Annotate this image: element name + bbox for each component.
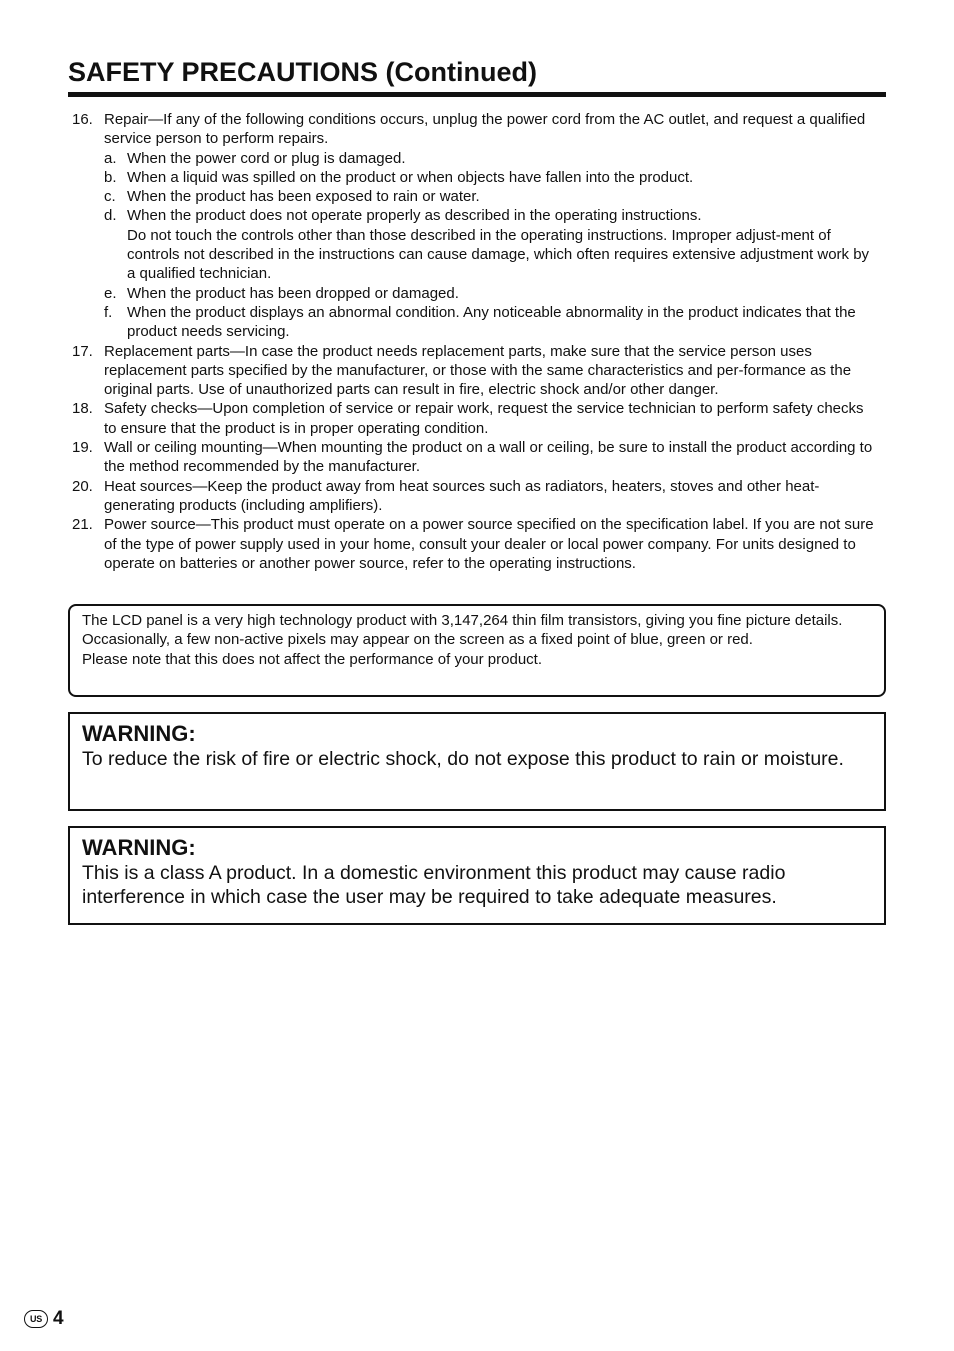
- sub-item: [104, 187, 874, 206]
- sub-item: [104, 149, 874, 168]
- item-text: Wall or ceiling mounting—When mounting the product on a wall or ceiling, be sure to install the product according to the method recommended by the manufacturer.: [104, 439, 873, 476]
- item-text: Repair—If any of the following conditions occurs, unplug the power cord from the AC outlet, and request a qualified service person to perform repairs.: [104, 111, 866, 148]
- sub-item-text: When the power cord or plug is damaged.: [127, 149, 406, 167]
- item-number: 20.: [72, 477, 93, 495]
- list-item: [68, 399, 874, 438]
- lcd-note-line: Please note that this does not affect the performance of your product.: [82, 650, 543, 668]
- sub-item-letter: a.: [104, 149, 117, 167]
- sub-item: [104, 284, 874, 303]
- sub-item-text: When a liquid was spilled on the product or when objects have fallen into the product.: [127, 168, 694, 186]
- item-text: Safety checks—Upon completion of service or repair work, request the service technician to perform safety checks to ensure that the product is in proper operating condition.: [104, 400, 864, 437]
- sub-item-letter: d.: [104, 207, 117, 225]
- page-title: SAFETY PRECAUTIONS (Continued): [68, 54, 886, 97]
- sub-item-letter: f.: [104, 303, 113, 321]
- lcd-note-line: Occasionally, a few non-active pixels may appear on the screen as a fixed point of blue, green or red.: [82, 631, 753, 649]
- sub-item-letter: b.: [104, 168, 117, 186]
- sub-item-text: When the product has been exposed to rain or water.: [127, 188, 480, 206]
- item-number: 19.: [72, 439, 93, 457]
- list-item: [68, 477, 874, 516]
- list-item: [68, 110, 874, 342]
- warning-text: This is a class A product. In a domestic environment this product may cause radio interference in which case the user may be required to take adequate measures.: [82, 862, 786, 908]
- item-number: 18.: [72, 400, 93, 418]
- item-number: 16.: [72, 111, 93, 128]
- sub-item-text: When the product has been dropped or damaged.: [127, 284, 459, 302]
- list-item: [68, 438, 874, 477]
- list-item: [68, 515, 874, 573]
- sub-item: [104, 168, 874, 187]
- warning-heading: WARNING:: [82, 721, 196, 746]
- sub-item-letter: e.: [104, 284, 117, 302]
- list-item: [68, 342, 874, 400]
- sub-item-letter: c.: [104, 188, 116, 206]
- item-text: Power source—This product must operate on a power source specified on the specification label. If you are not sure of the type of power supply used in your home, consult your dealer or local power company. For units designed to operate on batteries or another power source, refer to the operating instructions.: [104, 516, 874, 572]
- safety-list: [68, 110, 874, 573]
- sub-item: [104, 206, 874, 283]
- warning-heading: WARNING:: [82, 835, 196, 860]
- warning-text: To reduce the risk of fire or electric shock, do not expose this product to rain or moisture.: [82, 748, 844, 770]
- sub-item-text: When the product does not operate properly as described in the operating instructions.: [127, 207, 702, 225]
- sub-item-text: When the product displays an abnormal condition. Any noticeable abnormality in the product indicates that the product needs servicing.: [127, 303, 856, 341]
- item-text: Heat sources—Keep the product away from heat sources such as radiators, heaters, stoves and other heat-generating products (including amplifiers).: [104, 477, 820, 514]
- lcd-note-line: The LCD panel is a very high technology product with 3,147,264 thin film transistors, giving you fine picture details.: [82, 612, 843, 629]
- warning-box: [68, 826, 886, 925]
- region-badge: US: [24, 1310, 48, 1328]
- item-text: Replacement parts—In case the product needs replacement parts, make sure that the service person uses replacement parts specified by the manufacturer, or those with the same characteristics and per-formance as the original parts. Use of unauthorized parts can result in fire, electric shock and/or other danger.: [104, 342, 852, 399]
- page-footer: [24, 1308, 64, 1330]
- lcd-note-box: [68, 604, 886, 697]
- item-number: 17.: [72, 342, 93, 360]
- page-number: 4: [53, 1308, 64, 1329]
- item-number: 21.: [72, 516, 93, 534]
- sub-item: [104, 303, 874, 342]
- warning-box: [68, 712, 886, 811]
- sub-item-extra-text: Do not touch the controls other than those described in the operating instructions. Improper adjust-ment of controls not described in the instructions can cause damage, which often requires extensive adjustment work by a qualified technician.: [127, 226, 870, 283]
